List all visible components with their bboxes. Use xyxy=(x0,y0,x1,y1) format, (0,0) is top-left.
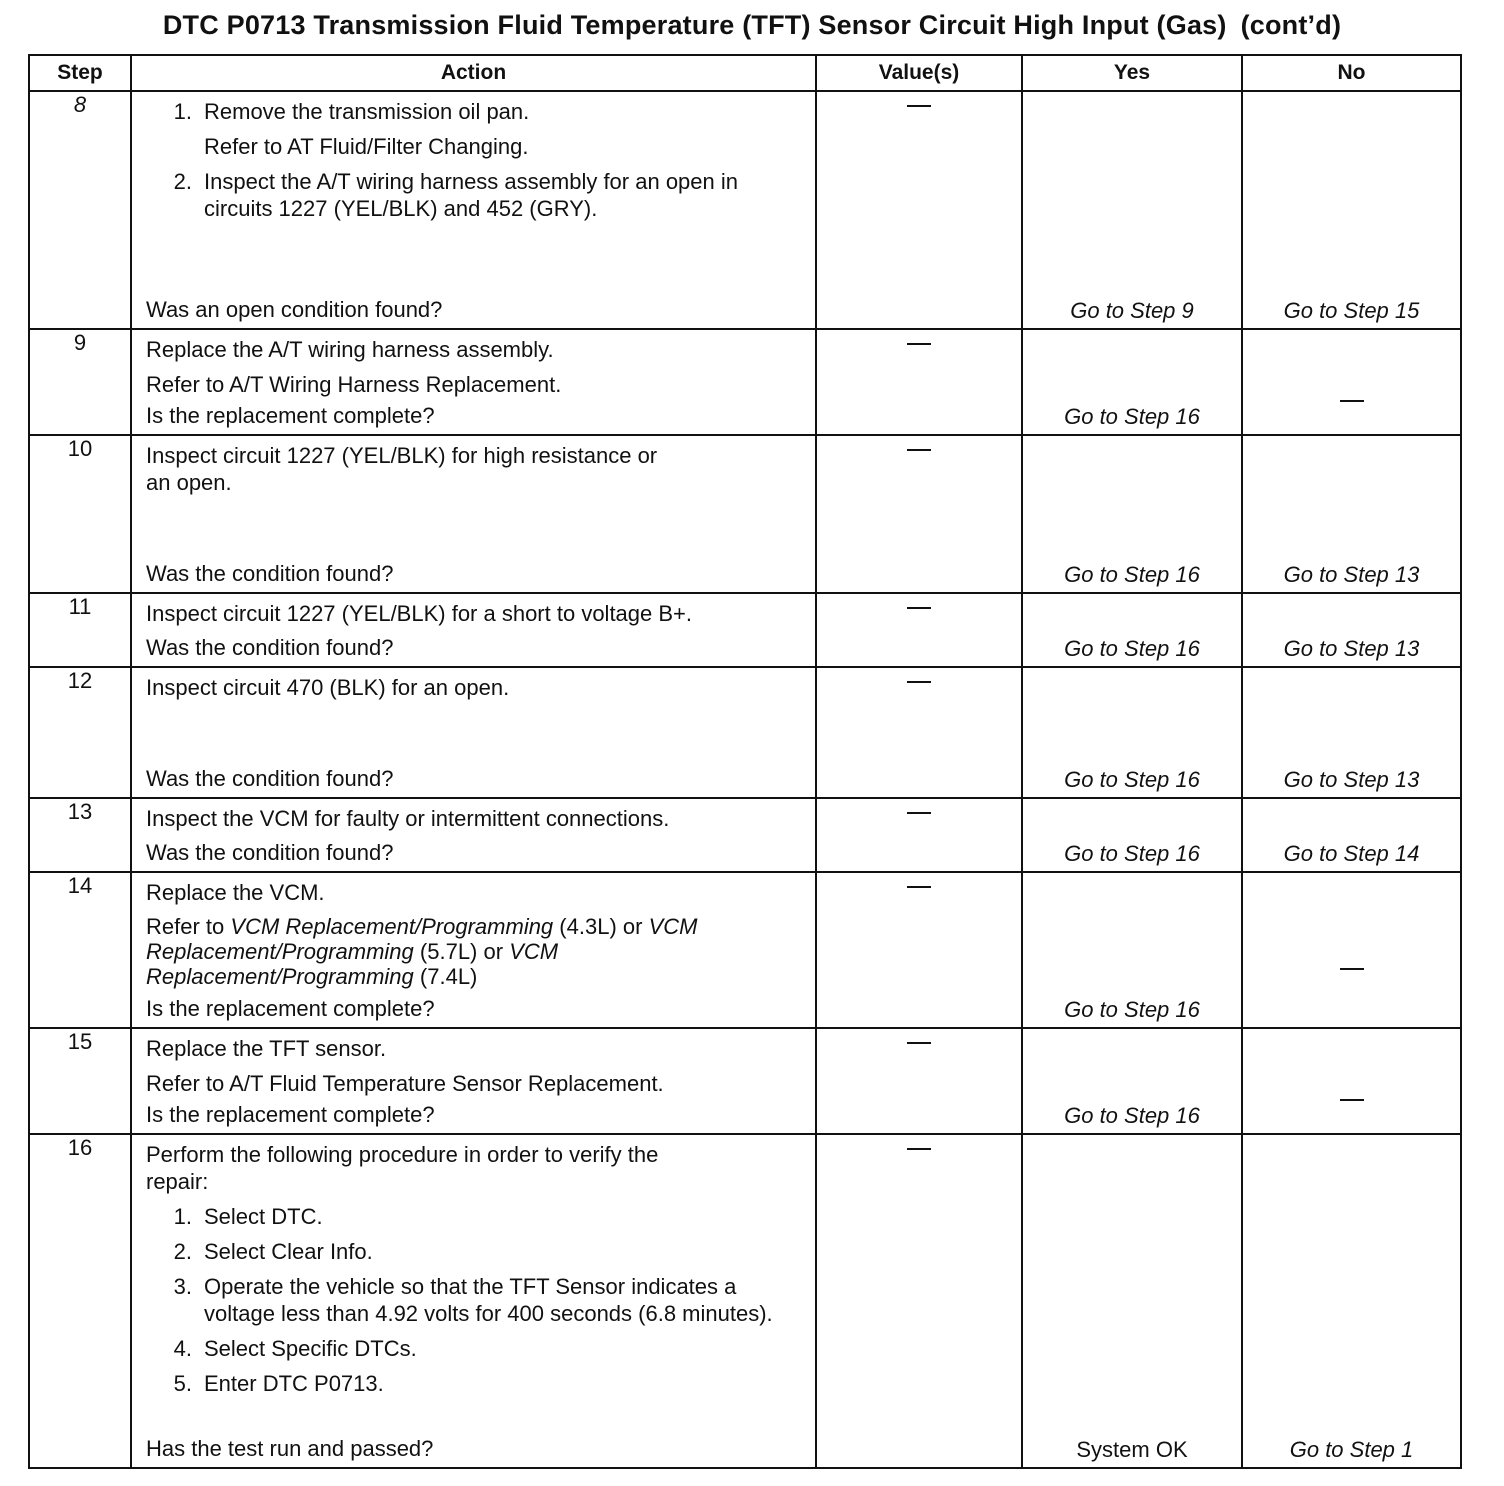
table-row-step-12 xyxy=(29,667,1461,798)
dash-icon xyxy=(907,343,931,345)
no-cell xyxy=(1242,1028,1461,1134)
value-cell xyxy=(816,872,1022,1028)
diagnostic-table xyxy=(28,54,1462,1469)
no-link: Go to Step 14 xyxy=(1283,841,1420,866)
step-number: 9 xyxy=(29,329,131,435)
list-item: 2. Inspect the A/T wiring harness assembly for an open in circuits 1227 (YEL/BLK) and 452 (GRY). xyxy=(173,169,738,221)
no-value xyxy=(1243,1081,1460,1107)
header-values: Value(s) xyxy=(816,55,1022,91)
value-cell xyxy=(816,435,1022,593)
value-cell xyxy=(816,91,1022,329)
list-item: Refer to AT Fluid/Filter Changing. xyxy=(204,134,529,159)
yes-cell xyxy=(1022,872,1242,1028)
no-cell xyxy=(1242,435,1461,593)
list-item: 3. Operate the vehicle so that the TFT Sensor indicates a voltage less than 4.92 volts for 400 seconds (6.8 minutes). xyxy=(173,1274,773,1326)
action-text: Replace the TFT sensor. xyxy=(146,1036,387,1061)
list-item: 1. Remove the transmission oil pan. xyxy=(173,99,530,124)
yes-result: System OK xyxy=(1076,1437,1188,1462)
dash-icon xyxy=(907,1042,931,1044)
yes-link: Go to Step 16 xyxy=(1064,997,1200,1022)
step-number: 8 xyxy=(29,91,131,329)
list-item: 4. Select Specific DTCs. xyxy=(173,1336,417,1361)
no-link: Go to Step 13 xyxy=(1283,562,1420,587)
question: Is the replacement complete? xyxy=(146,996,435,1021)
dash-icon xyxy=(907,812,931,814)
no-cell xyxy=(1242,91,1461,329)
action-cell xyxy=(131,798,816,872)
yes-link: Go to Step 16 xyxy=(1064,1103,1200,1128)
yes-cell xyxy=(1022,435,1242,593)
step-number: 14 xyxy=(29,872,131,1028)
title-main: DTC P0713 Transmission Fluid Temperature (TFT) Sensor Circuit High Input (Gas) xyxy=(162,10,1227,40)
reference-text: Refer to VCM Replacement/Programming (4.3L) or VCM Replacement/Programming (5.7L) or VCM Replacement/Programming (7.4L) xyxy=(146,914,698,989)
question: Has the test run and passed? xyxy=(146,1436,434,1461)
value-cell xyxy=(816,798,1022,872)
action-text: Replace the A/T wiring harness assembly. xyxy=(146,337,554,362)
no-link: Go to Step 1 xyxy=(1289,1437,1414,1462)
yes-link: Go to Step 16 xyxy=(1064,562,1200,587)
no-link: Go to Step 13 xyxy=(1283,636,1420,661)
step-number: 11 xyxy=(29,593,131,667)
question: Was an open condition found? xyxy=(146,297,443,322)
header-step: Step xyxy=(29,55,131,91)
action-text-cont: repair: xyxy=(146,1169,209,1194)
action-text: Inspect circuit 1227 (YEL/BLK) for high resistance or xyxy=(146,443,658,468)
table-row-step-16 xyxy=(29,1134,1461,1468)
reference-text: Refer to A/T Fluid Temperature Sensor Replacement. xyxy=(146,1071,664,1096)
step-number: 12 xyxy=(29,667,131,798)
reference-text: Refer to A/T Wiring Harness Replacement. xyxy=(146,372,562,397)
question: Is the replacement complete? xyxy=(146,403,435,428)
action-cell xyxy=(131,667,816,798)
yes-cell xyxy=(1022,91,1242,329)
action-cell xyxy=(131,1028,816,1134)
action-text-cont: an open. xyxy=(146,470,232,495)
yes-cell xyxy=(1022,798,1242,872)
question: Was the condition found? xyxy=(146,561,394,586)
dash-icon xyxy=(907,1148,931,1150)
no-cell xyxy=(1242,1134,1461,1468)
question: Was the condition found? xyxy=(146,840,394,865)
table-row-step-15 xyxy=(29,1028,1461,1134)
value-cell xyxy=(816,593,1022,667)
action-cell xyxy=(131,91,816,329)
no-value xyxy=(1243,382,1460,408)
dash-icon xyxy=(1340,1099,1364,1101)
dash-icon xyxy=(907,449,931,451)
header-action: Action xyxy=(131,55,816,91)
yes-link: Go to Step 16 xyxy=(1064,404,1200,429)
no-cell xyxy=(1242,329,1461,435)
list-item: 2. Select Clear Info. xyxy=(173,1239,373,1264)
procedure-list xyxy=(146,1203,801,1397)
yes-link: Go to Step 16 xyxy=(1064,636,1200,661)
action-cell xyxy=(131,872,816,1028)
yes-cell xyxy=(1022,1134,1242,1468)
no-value xyxy=(1243,950,1460,976)
table-row-step-14 xyxy=(29,872,1461,1028)
header-yes: Yes xyxy=(1022,55,1242,91)
yes-link: Go to Step 9 xyxy=(1070,298,1194,323)
yes-link: Go to Step 16 xyxy=(1064,767,1200,792)
action-cell xyxy=(131,593,816,667)
table-row-step-9 xyxy=(29,329,1461,435)
no-link: Go to Step 13 xyxy=(1283,767,1420,792)
value-cell xyxy=(816,329,1022,435)
header-no: No xyxy=(1242,55,1461,91)
step-number: 10 xyxy=(29,435,131,593)
step-number: 13 xyxy=(29,798,131,872)
no-cell xyxy=(1242,593,1461,667)
table-row-step-13 xyxy=(29,798,1461,872)
dash-icon xyxy=(907,886,931,888)
table-row-step-10 xyxy=(29,435,1461,593)
table-row-step-11 xyxy=(29,593,1461,667)
page-title xyxy=(0,10,1504,41)
list-item: 1. Select DTC. xyxy=(173,1204,323,1229)
list-item: 5. Enter DTC P0713. xyxy=(173,1371,384,1396)
yes-link: Go to Step 16 xyxy=(1064,841,1200,866)
value-cell xyxy=(816,1134,1022,1468)
dash-icon xyxy=(907,681,931,683)
dash-icon xyxy=(907,607,931,609)
step-number: 15 xyxy=(29,1028,131,1134)
yes-cell xyxy=(1022,667,1242,798)
dash-icon xyxy=(1340,968,1364,970)
header-row xyxy=(29,55,1461,91)
action-text: Inspect the VCM for faulty or intermittent connections. xyxy=(146,806,670,831)
value-cell xyxy=(816,667,1022,798)
no-cell xyxy=(1242,667,1461,798)
action-text: Replace the VCM. xyxy=(146,880,325,905)
no-link: Go to Step 15 xyxy=(1283,298,1420,323)
dash-icon xyxy=(907,105,931,107)
title-cont: (cont’d) xyxy=(1240,10,1342,40)
yes-cell xyxy=(1022,1028,1242,1134)
value-cell xyxy=(816,1028,1022,1134)
table-row-step-8 xyxy=(29,91,1461,329)
no-cell xyxy=(1242,798,1461,872)
question: Was the condition found? xyxy=(146,635,394,660)
no-cell xyxy=(1242,872,1461,1028)
dash-icon xyxy=(1340,400,1364,402)
action-cell xyxy=(131,1134,816,1468)
question: Is the replacement complete? xyxy=(146,1102,435,1127)
action-cell xyxy=(131,435,816,593)
step-number: 16 xyxy=(29,1134,131,1468)
yes-cell xyxy=(1022,593,1242,667)
action-cell xyxy=(131,329,816,435)
procedure-list xyxy=(146,98,801,222)
question: Was the condition found? xyxy=(146,766,394,791)
yes-cell xyxy=(1022,329,1242,435)
action-text: Inspect circuit 1227 (YEL/BLK) for a short to voltage B+. xyxy=(146,601,693,626)
action-text: Inspect circuit 470 (BLK) for an open. xyxy=(146,675,510,700)
action-text: Perform the following procedure in order to verify the xyxy=(146,1142,659,1167)
